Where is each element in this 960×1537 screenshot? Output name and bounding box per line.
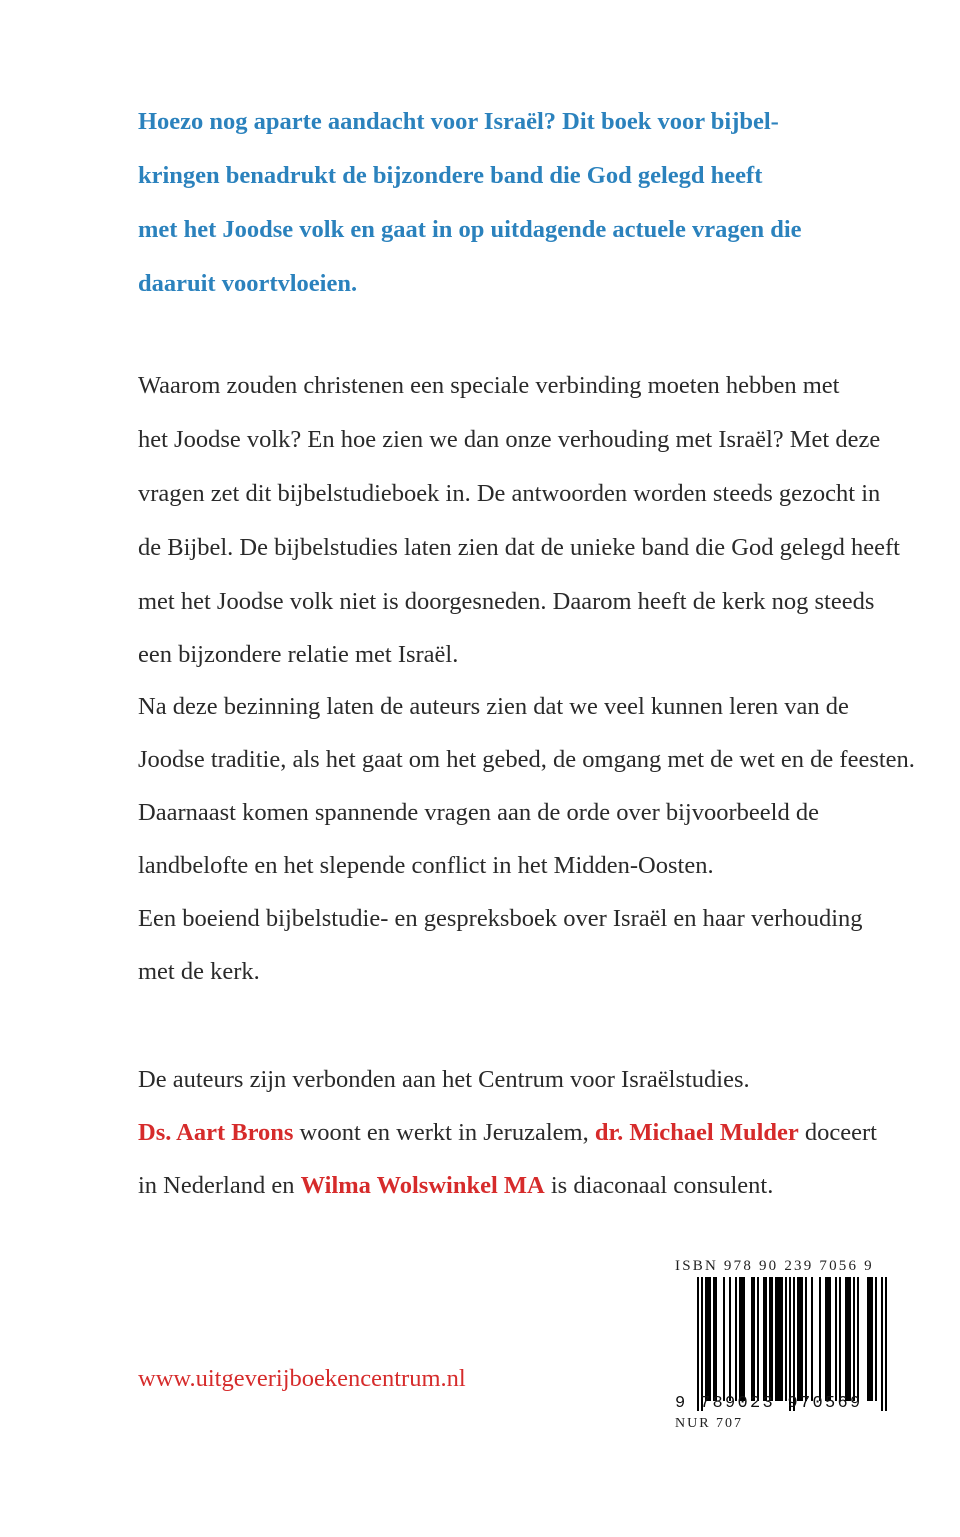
barcode-bar — [751, 1277, 753, 1401]
barcode-bar — [857, 1277, 859, 1401]
barcode-bar — [713, 1277, 715, 1401]
barcode-bar — [871, 1277, 873, 1401]
authors-line — [138, 1172, 773, 1200]
isbn-barcode-block — [675, 1258, 895, 1431]
intro-line: daaruit voortvloeien. — [138, 270, 358, 297]
barcode-bar — [805, 1277, 807, 1401]
barcode-bar — [763, 1277, 765, 1401]
barcode-bar — [789, 1277, 791, 1411]
barcode-bar — [875, 1277, 877, 1401]
body-line: Een boeiend bijbelstudie- en gespreksboek over Israël en haar verhouding — [138, 905, 863, 932]
body-line: Na deze bezinning laten de auteurs zien dat we veel kunnen leren van de — [138, 693, 849, 720]
barcode-bar — [847, 1277, 849, 1401]
barcode-bar — [743, 1277, 745, 1401]
body-line: landbelofte en het slepende conflict in het Midden-Oosten. — [138, 852, 714, 879]
barcode-bar — [705, 1277, 707, 1401]
body-line: met de kerk. — [138, 958, 260, 985]
intro-line: met het Joodse volk en gaat in op uitdagende actuele vragen die — [138, 216, 802, 243]
barcode-bar — [825, 1277, 827, 1401]
barcode-bar — [885, 1277, 887, 1411]
barcode-bar — [827, 1277, 829, 1401]
barcode-bar — [707, 1277, 709, 1401]
barcode-bar — [771, 1277, 773, 1401]
barcode-bar — [729, 1277, 731, 1401]
body-line: Joodse traditie, als het gaat om het gebed, de omgang met de wet en de feesten. — [138, 746, 915, 773]
authors-intro: De auteurs zijn verbonden aan het Centrum voor Israëlstudies. — [138, 1066, 750, 1093]
authors-text: in Nederland en — [138, 1172, 301, 1199]
authors-text: woont en werkt in Jeruzalem, — [293, 1119, 595, 1146]
barcode-bar — [697, 1277, 699, 1411]
authors-line — [138, 1119, 877, 1147]
body-line: de Bijbel. De bijbelstudies laten zien dat de unieke band die God gelegd heeft — [138, 534, 900, 561]
barcode-bar — [739, 1277, 741, 1401]
body-line: vragen zet dit bijbelstudieboek in. De antwoorden worden steeds gezocht in — [138, 480, 881, 507]
barcode-bar — [715, 1277, 717, 1401]
barcode-bar — [853, 1277, 855, 1401]
barcode-bar — [839, 1277, 841, 1401]
barcode-bar — [867, 1277, 869, 1401]
barcode-bar — [753, 1277, 755, 1401]
barcode-bar — [777, 1277, 779, 1401]
body-line: Daarnaast komen spannende vragen aan de orde over bijvoorbeeld de — [138, 799, 819, 826]
barcode-bar — [701, 1277, 703, 1411]
barcode-bar — [765, 1277, 767, 1401]
barcode-bar — [835, 1277, 837, 1401]
barcode-bar — [881, 1277, 883, 1411]
body-line: Waarom zouden christenen een speciale verbinding moeten hebben met — [138, 372, 840, 399]
body-line: met het Joodse volk niet is doorgesneden. Daarom heeft de kerk nog steeds — [138, 588, 875, 615]
barcode-bar — [757, 1277, 759, 1401]
barcode-bar — [785, 1277, 787, 1401]
author-name: Wilma Wolswinkel MA — [300, 1172, 545, 1199]
barcode-bar — [811, 1277, 813, 1401]
barcode-bar — [793, 1277, 795, 1411]
barcode-bar — [769, 1277, 771, 1401]
isbn-label: ISBN 978 90 239 7056 9 — [675, 1258, 874, 1274]
author-name: dr. Michael Mulder — [594, 1119, 799, 1146]
nur-code: NUR 707 — [675, 1416, 744, 1431]
barcode-bar — [709, 1277, 711, 1401]
barcode-bar — [849, 1277, 851, 1401]
body-line: het Joodse volk? En hoe zien we dan onze verhouding met Israël? Met deze — [138, 426, 881, 453]
authors-text: is diaconaal consulent. — [544, 1172, 774, 1199]
barcode-bar — [845, 1277, 847, 1401]
barcode-bar — [775, 1277, 777, 1401]
publisher-website-link[interactable]: www.uitgeverijboekencentrum.nl — [138, 1365, 466, 1392]
barcode-bar — [781, 1277, 783, 1401]
barcode — [675, 1277, 895, 1413]
authors-text: doceert — [798, 1119, 877, 1146]
barcode-bar — [829, 1277, 831, 1401]
barcode-bar — [819, 1277, 821, 1401]
barcode-bar — [869, 1277, 871, 1401]
author-name: Ds. Aart Brons — [138, 1119, 294, 1146]
barcode-bar — [799, 1277, 801, 1401]
body-line: een bijzondere relatie met Israël. — [138, 641, 459, 668]
barcode-bar — [801, 1277, 803, 1401]
barcode-bar — [741, 1277, 743, 1401]
intro-line: Hoezo nog aparte aandacht voor Israël? Dit boek voor bijbel- — [138, 108, 779, 135]
barcode-bar — [779, 1277, 781, 1401]
intro-line: kringen benadrukt de bijzondere band die God gelegd heeft — [138, 162, 763, 189]
barcode-bar — [723, 1277, 725, 1401]
barcode-bar — [735, 1277, 737, 1401]
barcode-digits: 9 789023 970569 — [675, 1394, 863, 1413]
barcode-bar — [797, 1277, 799, 1401]
